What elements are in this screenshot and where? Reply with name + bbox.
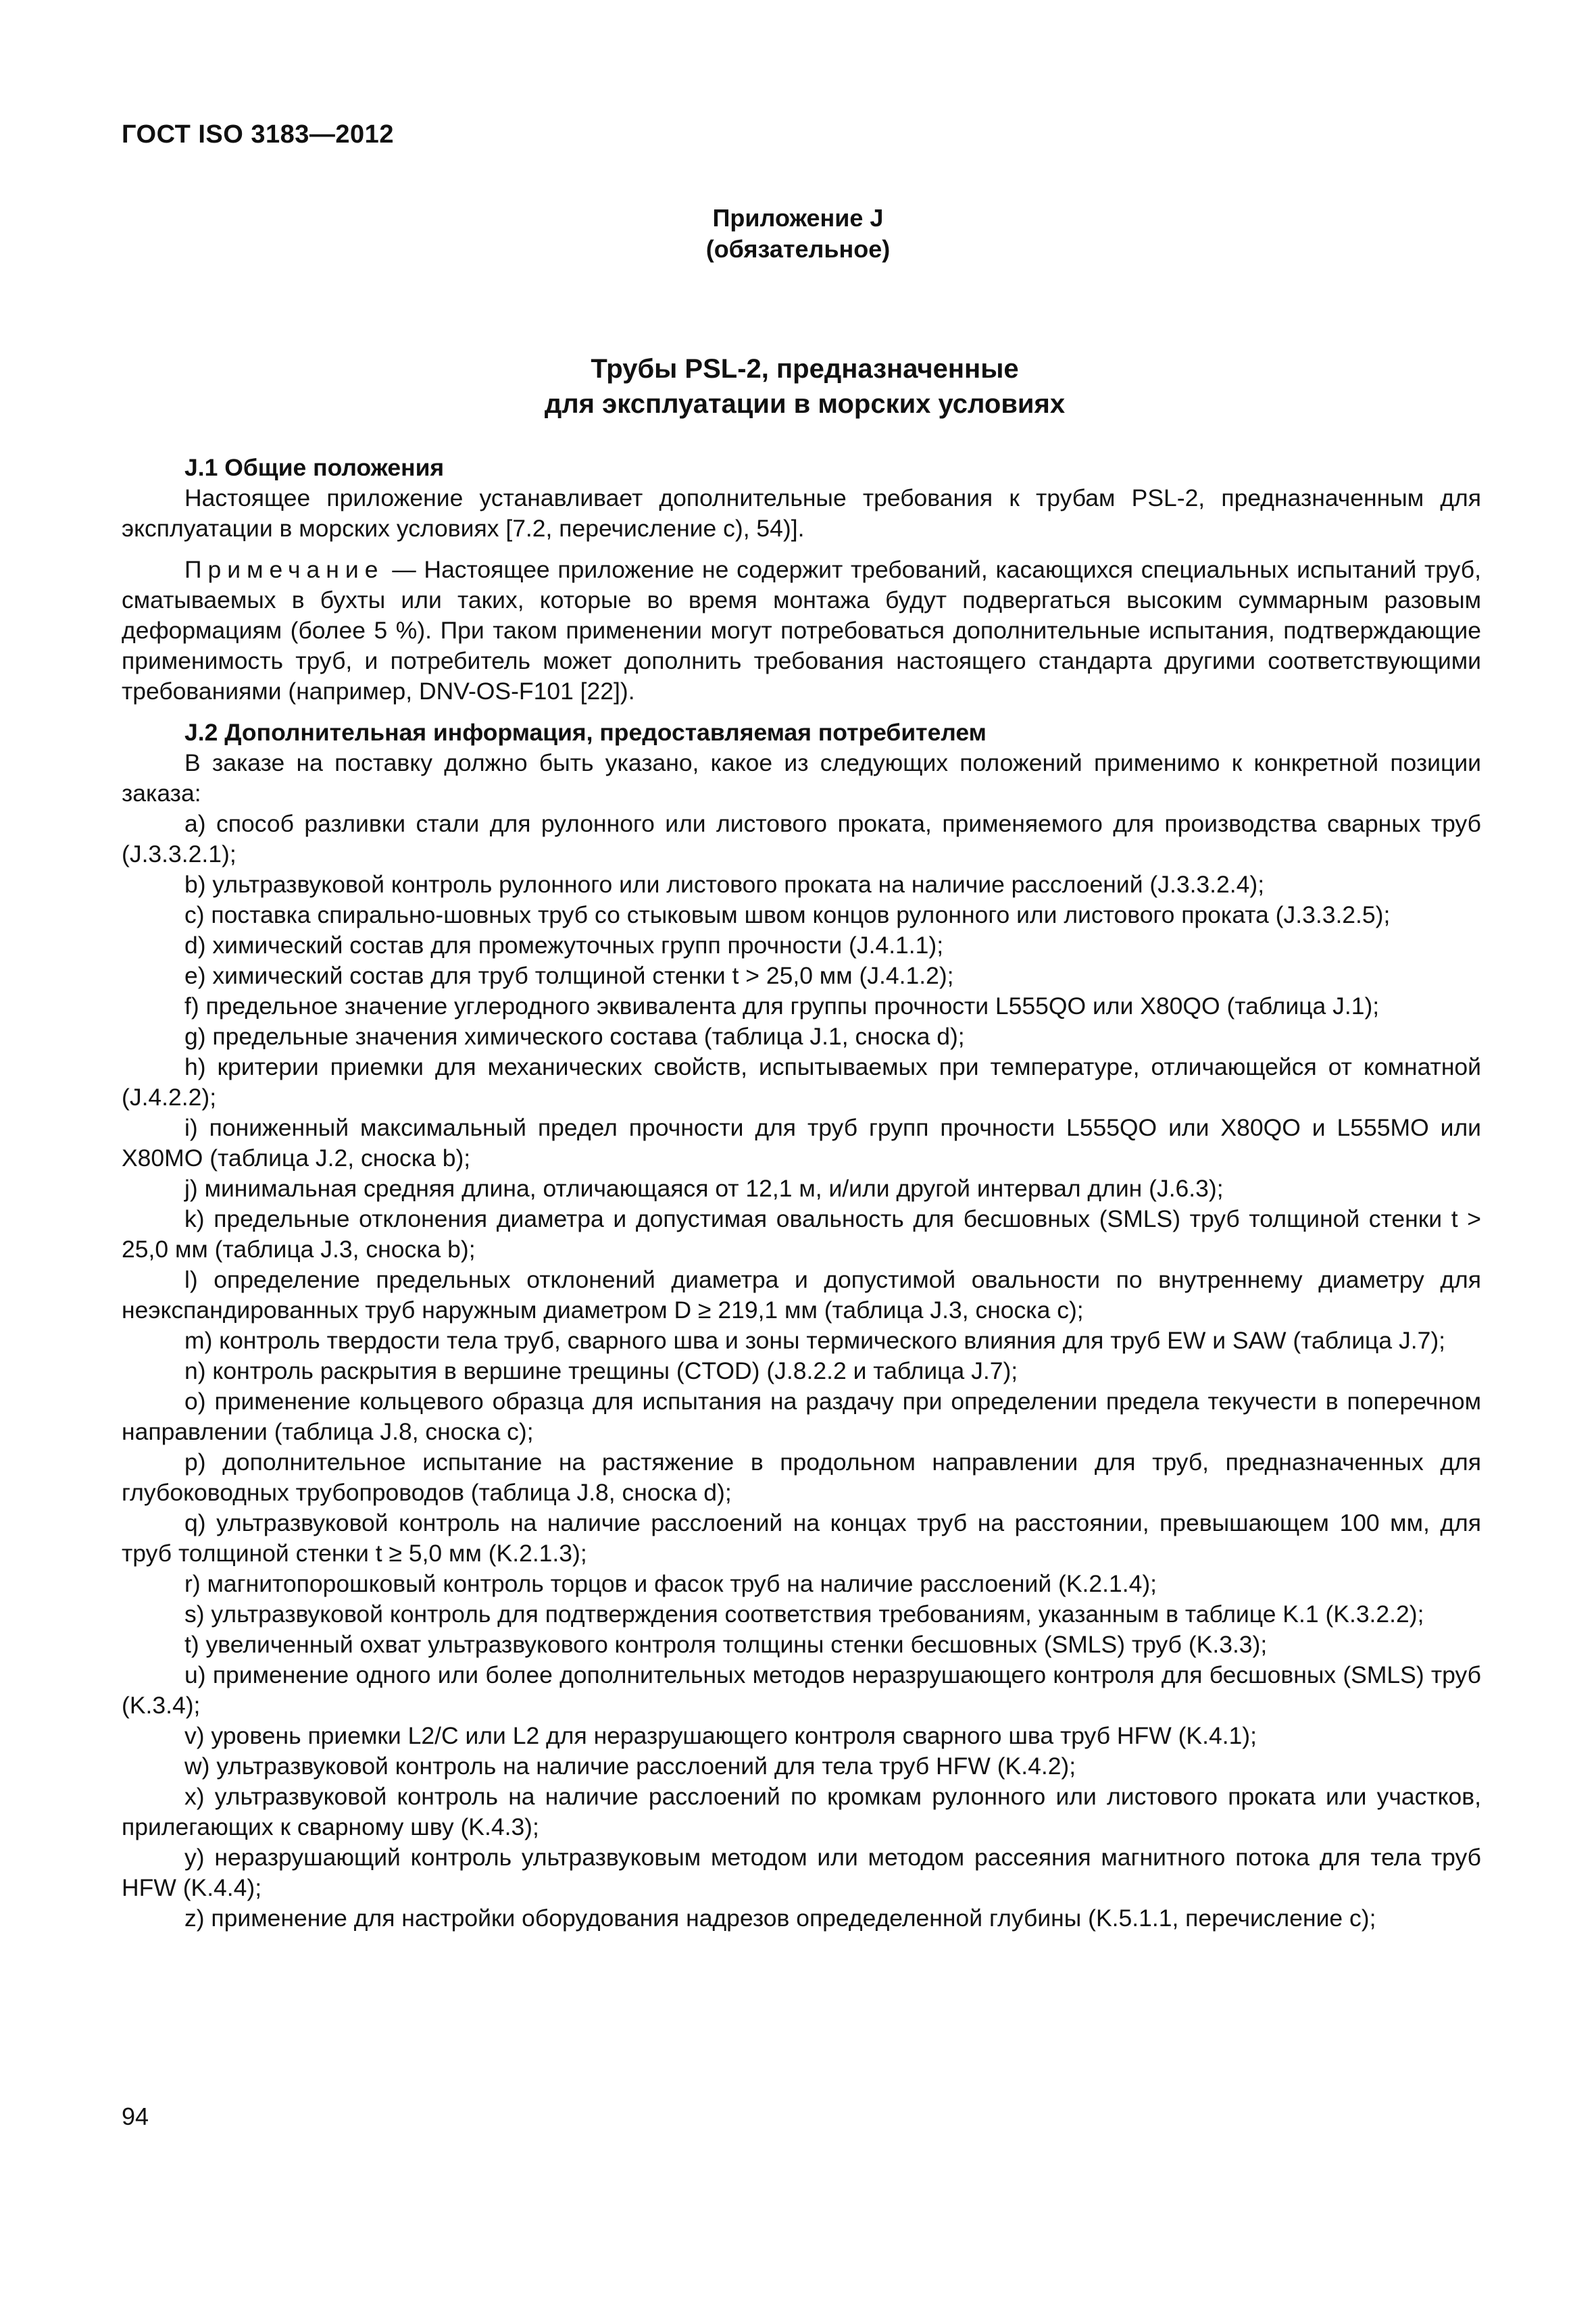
page-number: 94 — [122, 2103, 149, 2130]
list-item: t) увеличенный охват ультразвукового контроля толщины стенки бесшовных (SMLS) труб (K.3.3); — [184, 1631, 1268, 1658]
list-item: u) применение одного или более дополнительных методов неразрушающего контроля для бесшовных (SMLS) труб (K.3.4); — [122, 1661, 1481, 1719]
document-header: ГОСТ ISO 3183—2012 — [122, 120, 394, 149]
annex-heading — [0, 203, 1596, 265]
list-item: h) критерии приемки для механических свойств, испытываемых при температуре, отличающейся от комнатной (J.4.2.2); — [122, 1053, 1481, 1111]
list-item: p) дополнительное испытание на растяжение в продольном направлении для труб, предназначенных для глубоководных трубопроводов (таблица J.8, сноска d); — [122, 1449, 1481, 1506]
list-item: l) определение предельных отклонений диаметра и допустимой овальности по внутреннему диаметру для неэкспандированных труб наружным диаметром D ≥ 219,1 мм (таблица J.3, сноска c); — [122, 1266, 1481, 1324]
list-item: b) ультразвуковой контроль рулонного или листового проката на наличие расслоений (J.3.3.2.4); — [184, 871, 1265, 898]
note-text: — Настоящее приложение не содержит требований, касающихся специальных испытаний труб, сматываемых в бухты или таких, которые во время монтажа будут подвергаться высоким суммарным разовым деформациям (более 5 %). При таком применении могут потребоваться дополнительные испытания, подтверждающие применимость труб, и потребитель может дополнить требования настоящего стандарта другими соответствующими требованиями (например, DNV-OS-F101 [22]). — [122, 556, 1481, 705]
list-item: r) магнитопорошковый контроль торцов и фасок труб на наличие расслоений (K.2.1.4); — [184, 1570, 1157, 1597]
paragraph: Настоящее приложение устанавливает дополнительные требования к трубам PSL-2, предназначенным для эксплуатации в морских условиях [7.2, перечисление c), 54)]. — [122, 484, 1481, 542]
section-heading-j2: J.2 Дополнительная информация, предоставляемая потребителем — [184, 719, 987, 746]
annex-title — [0, 351, 1596, 422]
section-heading-j1: J.1 Общие положения — [184, 454, 445, 481]
list-item: o) применение кольцевого образца для испытания на раздачу при определении предела текучести в поперечном направлении (таблица J.8, сноска c); — [122, 1388, 1481, 1445]
note-label: Примечание — [184, 556, 384, 583]
body-text — [122, 453, 1481, 1934]
paragraph: В заказе на поставку должно быть указано, какое из следующих положений применимо к конкретной позиции заказа: — [122, 749, 1481, 807]
list-item: w) ультразвуковой контроль на наличие расслоений для тела труб HFW (K.4.2); — [184, 1753, 1076, 1780]
annex-title-line-2: для эксплуатации в морских условиях — [544, 389, 1066, 419]
list-item: g) предельные значения химического состава (таблица J.1, сноска d); — [184, 1023, 965, 1050]
annex-title-line-1: Трубы PSL-2, предназначенные — [591, 354, 1019, 384]
list-item: k) предельные отклонения диаметра и допустимая овальность для бесшовных (SMLS) труб толщиной стенки t > 25,0 мм (таблица J.3, сноска b); — [122, 1205, 1481, 1263]
list-item: x) ультразвуковой контроль на наличие расслоений по кромкам рулонного или листового проката или участков, прилегающих к сварному шву (K.4.3); — [122, 1783, 1481, 1840]
list-item: d) химический состав для промежуточных групп прочности (J.4.1.1); — [184, 932, 944, 959]
list-item: f) предельное значение углеродного эквивалента для группы прочности L555QO или X80QO (таблица J.1); — [184, 992, 1380, 1020]
annex-status: (обязательное) — [705, 235, 891, 263]
list-item: e) химический состав для труб толщиной стенки t > 25,0 мм (J.4.1.2); — [184, 962, 954, 989]
list-item: z) применение для настройки оборудования надрезов опредеделенной глубины (K.5.1.1, перечисление c); — [184, 1905, 1376, 1932]
list-item: a) способ разливки стали для рулонного или листового проката, применяемого для производства сварных труб (J.3.3.2.1); — [122, 810, 1481, 867]
requirements-list — [122, 809, 1481, 1934]
list-item: m) контроль твердости тела труб, сварного шва и зоны термического влияния для труб EW и SAW (таблица J.7); — [184, 1327, 1446, 1354]
list-item: v) уровень приемки L2/C или L2 для неразрушающего контроля сварного шва труб HFW (K.4.1); — [184, 1722, 1257, 1749]
list-item: s) ультразвуковой контроль для подтверждения соответствия требованиям, указанным в таблице K.1 (K.3.2.2); — [184, 1601, 1424, 1628]
list-item: n) контроль раскрытия в вершине трещины (CTOD) (J.8.2.2 и таблица J.7); — [184, 1357, 1018, 1384]
list-item: y) неразрушающий контроль ультразвуковым методом или методом рассеяния магнитного потока для тела труб HFW (K.4.4); — [122, 1844, 1481, 1901]
annex-label: Приложение J — [712, 204, 884, 232]
note-paragraph — [122, 555, 1481, 707]
list-item: c) поставка спирально-шовных труб со стыковым швом концов рулонного или листового проката (J.3.3.2.5); — [184, 901, 1391, 928]
list-item: i) пониженный максимальный предел прочности для труб групп прочности L555QO или X80QO и L555MO или X80MO (таблица J.2, сноска b); — [122, 1114, 1481, 1172]
list-item: j) минимальная средняя длина, отличающаяся от 12,1 м, и/или другой интервал длин (J.6.3); — [184, 1175, 1224, 1202]
list-item: q) ультразвуковой контроль на наличие расслоений на концах труб на расстоянии, превышающем 100 мм, для труб толщиной стенки t ≥ 5,0 мм (K.2.1.3); — [122, 1509, 1481, 1567]
